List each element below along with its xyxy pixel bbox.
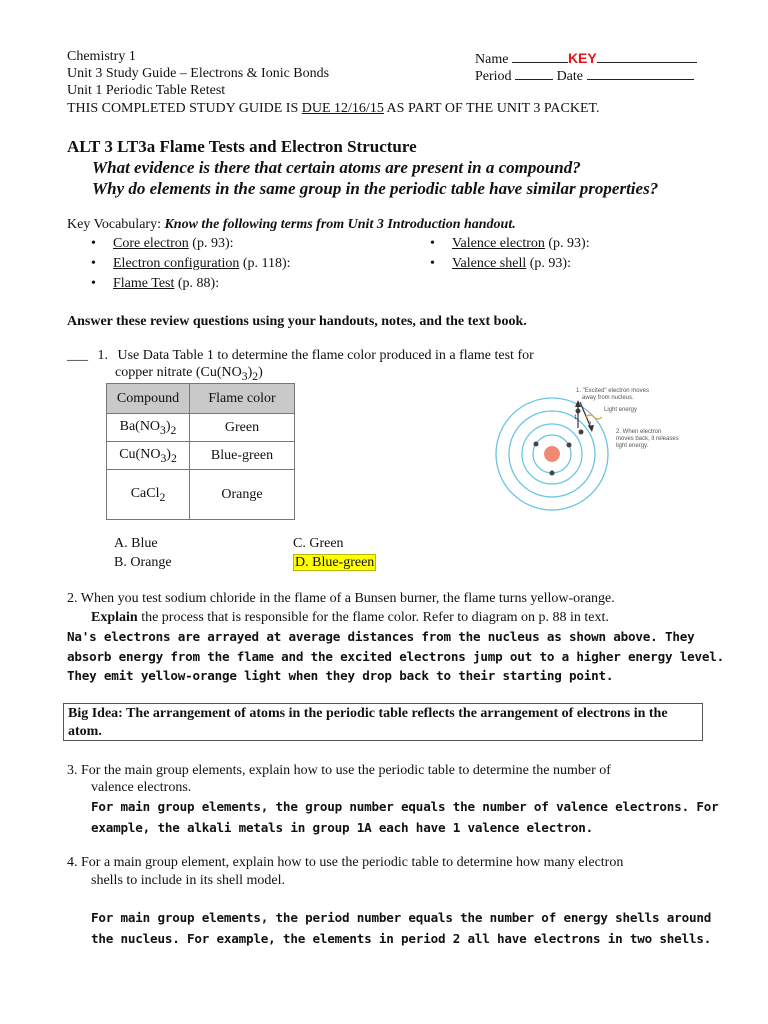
vocab-page: (p. 93): [544, 236, 590, 251]
unit-label: Unit 3 Study Guide – Electrons & Ionic Bonds [67, 66, 330, 81]
table-cell-color: Blue-green [190, 442, 295, 470]
diagram-num1: 1. [574, 415, 580, 421]
q1-number: 1. [97, 348, 108, 363]
review-instructions: Answer these review questions using your handouts, notes, and the text book. [67, 314, 527, 329]
q1-answer-blank: ___ [67, 348, 88, 363]
q4-answer-line2: the nucleus. For example, the elements in period 2 all have electrons in two shells. [91, 931, 712, 946]
table-cell-compound: $Cu(NO_3)_2$ [107, 442, 190, 470]
table-row [107, 414, 295, 442]
table-header-compound: Compound [107, 384, 190, 414]
course-label: Chemistry 1 [67, 49, 136, 64]
date-label: Date [556, 69, 583, 84]
diagram-label-2b: moves back, it releases [616, 436, 679, 442]
big-idea-box: Big Idea: The arrangement of atoms in the periodic table reflects the arrangement of electrons in the atom. [63, 703, 703, 741]
vocab-item-electron-configuration [113, 256, 291, 272]
vocab-colon: : [157, 217, 165, 232]
q1-formula-text: copper nitrate (Cu(NO [115, 365, 242, 380]
period-label: Period [475, 69, 512, 84]
q2-answer-line3: They emit yellow-orange light when they drop back to their starting point. [67, 668, 614, 683]
electron [579, 430, 584, 435]
q1-prompt-line2 [115, 365, 263, 383]
retest-label: Unit 1 Periodic Table Retest [67, 83, 226, 98]
q2-answer-line2: absorb energy from the flame and the excited electrons jump out to a higher energy level. [67, 649, 725, 664]
table-cell-compound: CaCl$_2$ [107, 470, 190, 520]
vocab-page: (p. 93): [526, 256, 571, 271]
vocab-item-valence-electron [452, 236, 590, 252]
q2-answer-line1: Na's electrons are arrayed at average distances from the nucleus as shown above. They [67, 629, 695, 644]
table-row [107, 442, 295, 470]
vocab-item-core-electron [113, 236, 234, 252]
vocab-item-flame-test [113, 276, 219, 292]
q1-prompt-line1 [67, 348, 534, 364]
data-table-flame-colors [106, 383, 295, 520]
period-blank [515, 65, 553, 80]
q2-prompt-line1: 2. When you test sodium chloride in the flame of a Bunsen burner, the flame turns yellow-orange. [67, 591, 615, 606]
q1-formula-text: ) [247, 365, 253, 380]
q3-prompt-line1: 3. For the main group elements, explain how to use the periodic table to determine the number of [67, 763, 611, 778]
table-header-row [107, 384, 295, 414]
vocab-heading [67, 217, 516, 233]
name-blank-post [597, 48, 697, 63]
q1-choice-c[interactable]: C. Green [293, 536, 344, 551]
q1-line1: Use Data Table 1 to determine the flame color produced in a flame test for [117, 348, 534, 363]
essential-question-1: What evidence is there that certain atoms are present in a compound? [92, 158, 581, 177]
vocab-term: Core electron [113, 236, 189, 251]
q2-explain: Explain [91, 610, 138, 625]
diagram-label-1a: 1. "Excited" electron moves [576, 388, 649, 394]
q1-choice-d[interactable] [293, 555, 376, 571]
light-wave-icon [586, 415, 602, 419]
name-blank-pre [512, 48, 568, 63]
q1-formula-text: ) [258, 365, 263, 380]
q2-line2: the process that is responsible for the flame color. Refer to diagram on p. 88 in text. [137, 610, 609, 625]
name-label: Name [475, 52, 509, 67]
table-cell-color: Green [190, 414, 295, 442]
q3-answer-line2: example, the alkali metals in group 1A each have 1 valence electron. [91, 820, 593, 835]
due-post: AS PART OF THE UNIT 3 PACKET. [383, 101, 600, 116]
q1-formula-sub: 2 [252, 369, 259, 383]
diagram-num2: 2. [588, 422, 594, 428]
q1-choice-d-highlight: D. Blue-green [295, 555, 375, 570]
diagram-label-2a: 2. When electron [616, 429, 662, 435]
electron-shell-diagram [490, 380, 690, 520]
q4-answer-line1: For main group elements, the period number equals the number of energy shells around [91, 910, 712, 925]
table-cell-compound: $Ba(NO_3)_2$ [107, 414, 190, 442]
electron [567, 443, 572, 448]
electron [550, 471, 555, 476]
vocab-term: Electron configuration [113, 256, 240, 271]
diagram-label-light: Light energy [604, 407, 638, 413]
section-title: ALT 3 LT3a Flame Tests and Electron Structure [67, 137, 417, 156]
vocab-label: Key Vocabulary [67, 217, 158, 232]
due-notice [67, 100, 600, 117]
q1-choice-b[interactable]: B. Orange [114, 555, 172, 570]
diagram-label-2c: light energy. [616, 443, 649, 449]
q4-prompt-line2: shells to include in its shell model. [91, 873, 286, 888]
vocab-term: Valence electron [452, 236, 545, 251]
essential-question-2: Why do elements in the same group in the periodic table have similar properties? [92, 179, 659, 198]
due-pre: THIS COMPLETED STUDY GUIDE IS [67, 101, 302, 116]
electron [534, 442, 539, 447]
vocab-instruction: Know the following terms from Unit 3 Introduction handout. [164, 217, 516, 232]
q4-prompt-line1: 4. For a main group element, explain how to use the periodic table to determine how many electron [67, 855, 624, 870]
table-row [107, 470, 295, 520]
vocab-page: (p. 93): [188, 236, 234, 251]
nucleus [544, 446, 560, 462]
q3-prompt-line2: valence electrons. [91, 780, 192, 795]
vocab-page: (p. 88): [174, 276, 220, 291]
diagram-label-1b: away from nucleus. [582, 395, 634, 401]
due-date: DUE 12/16/15 [301, 101, 384, 116]
vocab-term: Valence shell [452, 256, 527, 271]
q1-choice-a[interactable]: A. Blue [114, 536, 158, 551]
q2-prompt-line2 [91, 610, 609, 626]
vocab-item-valence-shell [452, 256, 571, 272]
table-cell-color: Orange [190, 470, 295, 520]
vocab-term: Flame Test [113, 276, 175, 291]
name-value: KEY [567, 50, 597, 66]
vocab-page: (p. 118): [239, 256, 291, 271]
date-blank [587, 65, 694, 80]
table-header-flame-color: Flame color [190, 384, 295, 414]
q3-answer-line1: For main group elements, the group number equals the number of valence electrons. For [91, 799, 719, 814]
period-date-field [475, 65, 694, 85]
q1-formula-sub: 3 [241, 369, 248, 383]
